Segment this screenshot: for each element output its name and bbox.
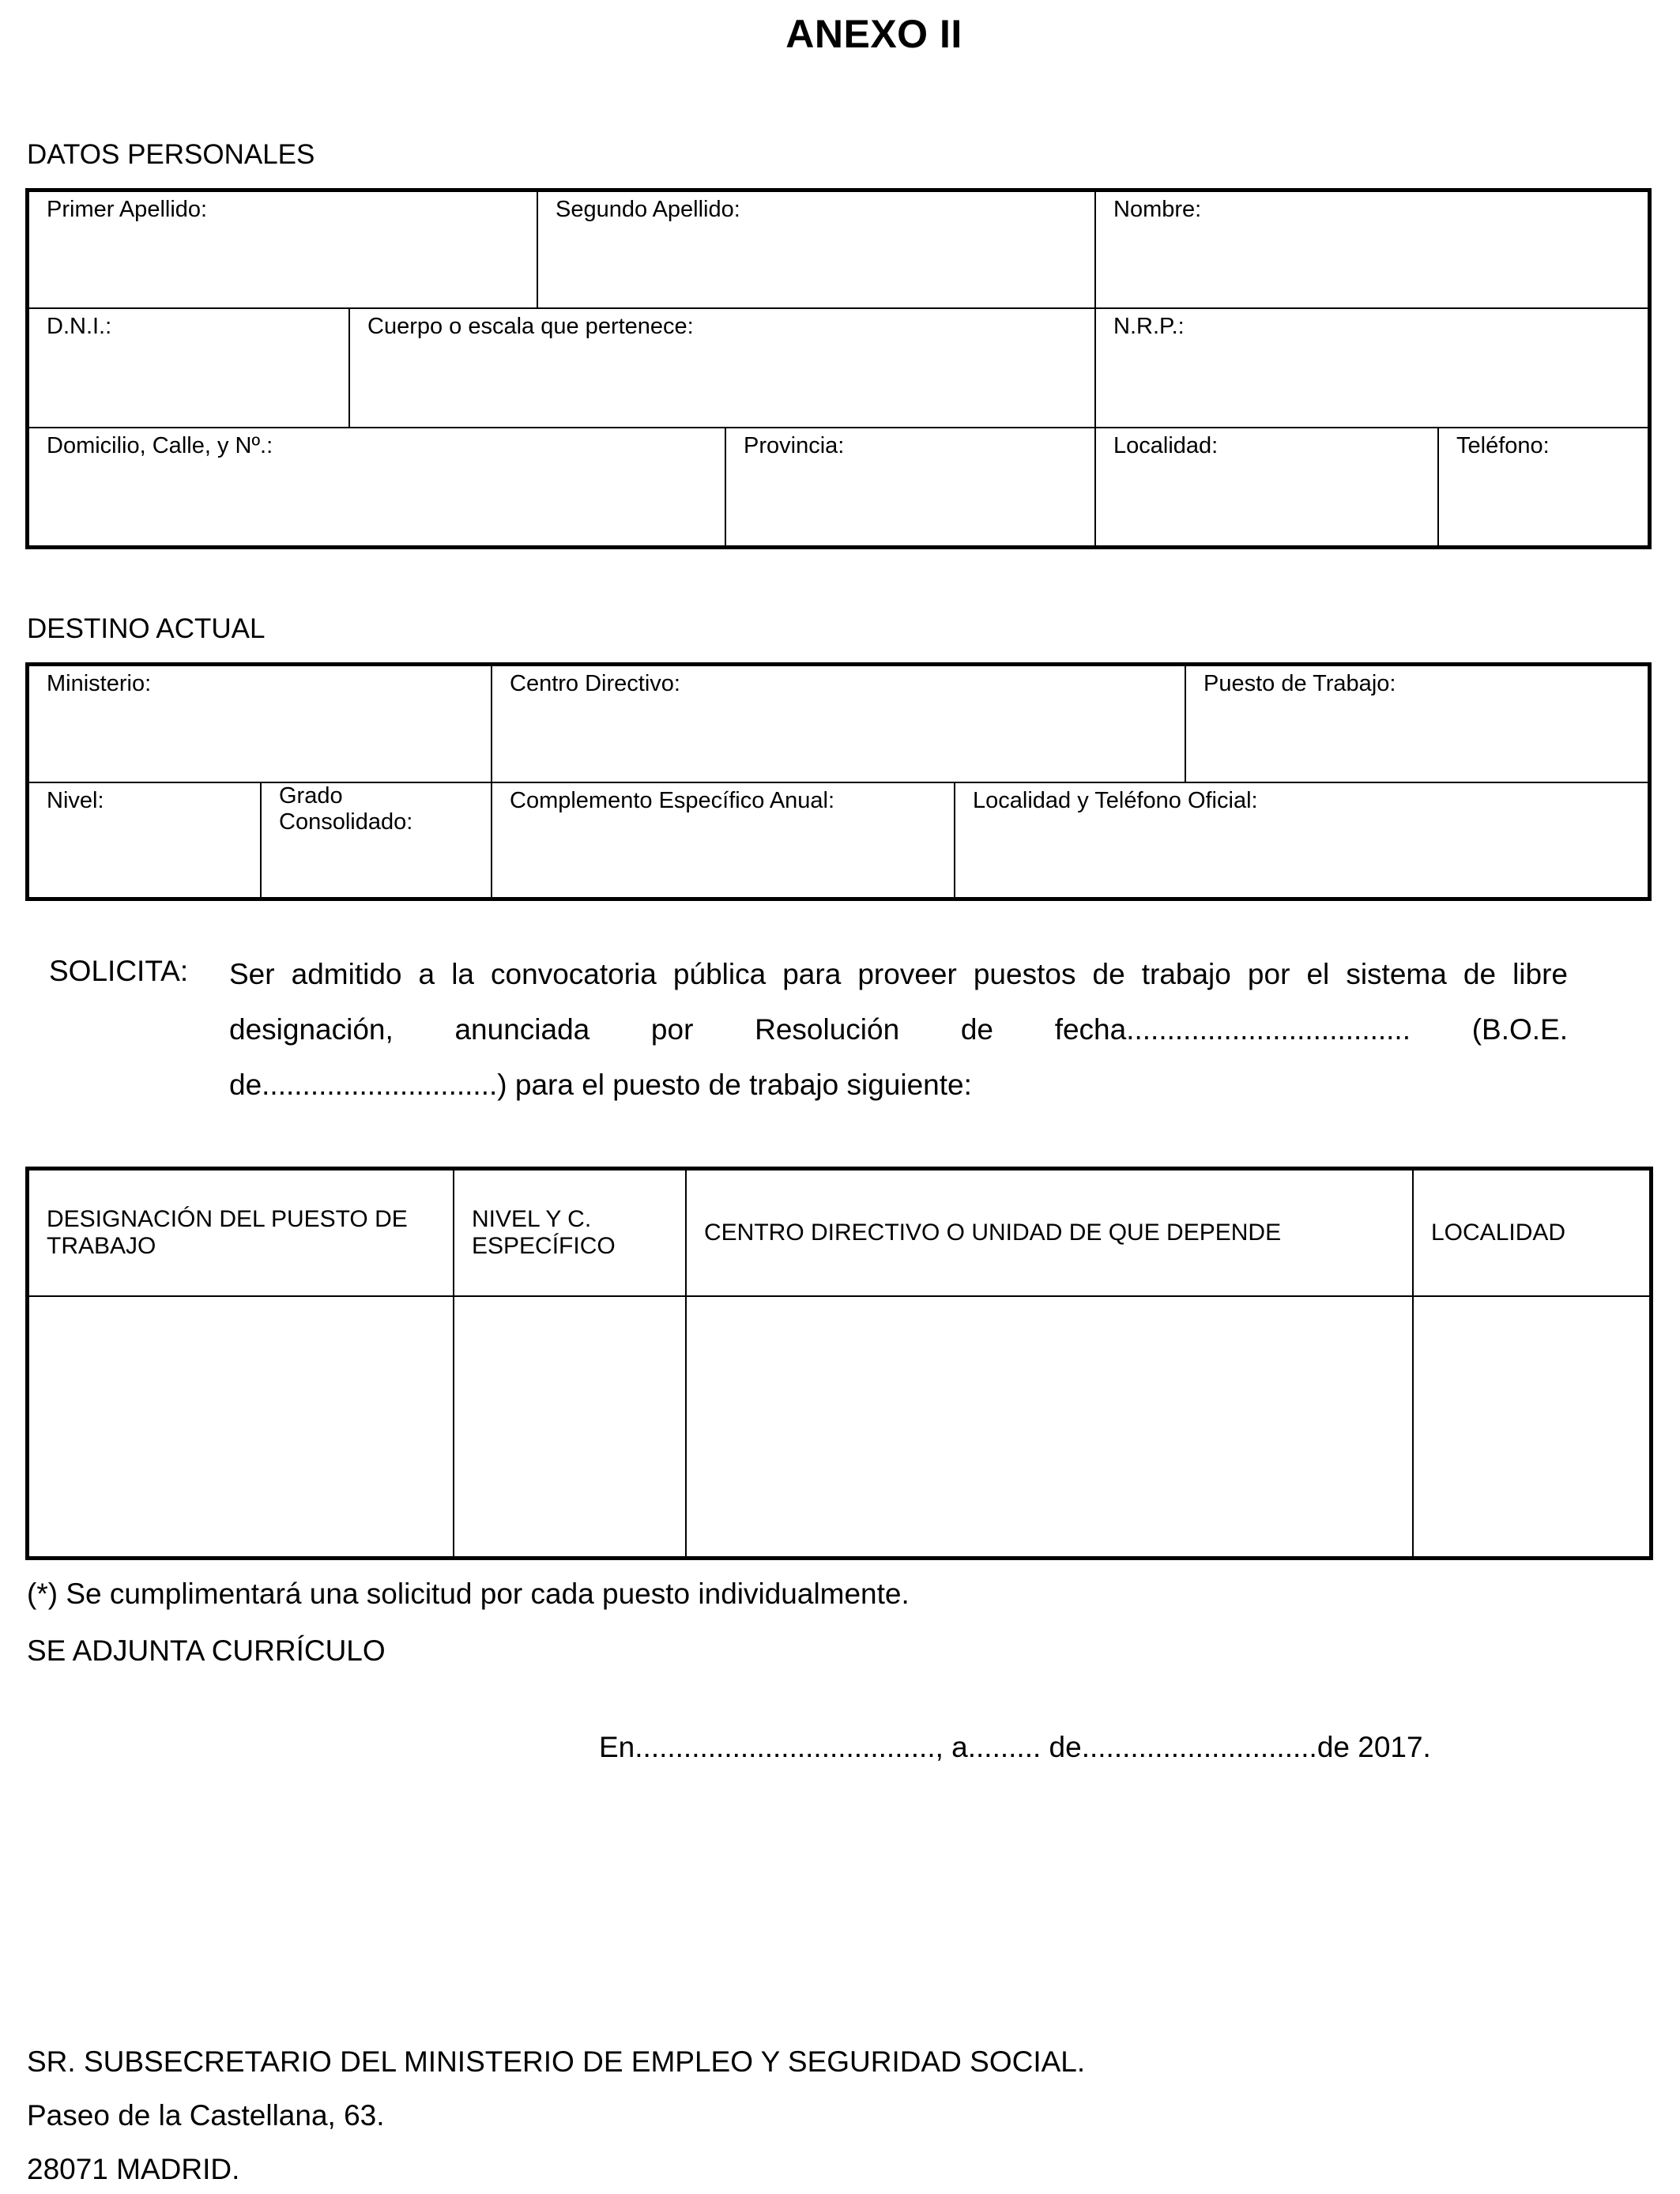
table-cell-designacion[interactable]	[29, 1297, 454, 1556]
dni-field[interactable]	[29, 309, 350, 428]
domicilio-label: Domicilio, Calle, y Nº.:	[47, 433, 273, 458]
ministerio-label: Ministerio:	[47, 671, 152, 696]
domicilio-field[interactable]	[29, 428, 726, 545]
segundo-apellido-field[interactable]	[538, 192, 1096, 309]
destino-actual-label: DESTINO ACTUAL	[27, 613, 266, 644]
solicita-label: SOLICITA:	[49, 955, 189, 987]
solicita-line-2: designación, anunciada por Resolución de fecha................................... (B.O.E.	[229, 1013, 1568, 1046]
telefono-field[interactable]	[1439, 428, 1648, 545]
puesto-trabajo-field[interactable]	[1186, 666, 1648, 783]
localidad-telefono-field[interactable]	[955, 783, 1648, 897]
localidad-telefono-label: Localidad y Teléfono Oficial:	[973, 788, 1258, 813]
addressee-line-2: Paseo de la Castellana, 63.	[27, 2099, 385, 2132]
nivel-label: Nivel:	[47, 788, 104, 813]
dni-label: D.N.I.:	[47, 314, 112, 339]
centro-directivo-field[interactable]	[492, 666, 1186, 783]
table-header-centro: CENTRO DIRECTIVO O UNIDAD DE QUE DEPENDE	[687, 1171, 1414, 1297]
nrp-label: N.R.P.:	[1113, 314, 1185, 339]
solicita-line-3: de.............................) para el puesto de trabajo siguiente:	[229, 1069, 972, 1101]
solicita-line-1: Ser admitido a la convocatoria pública para proveer puestos de trabajo por el sistema de libre	[229, 958, 1568, 990]
destino-actual-form	[25, 662, 1652, 901]
complemento-label: Complemento Específico Anual:	[510, 788, 835, 813]
provincia-label: Provincia:	[744, 433, 845, 458]
addressee-line-3: 28071 MADRID.	[27, 2153, 240, 2185]
puesto-trabajo-label: Puesto de Trabajo:	[1203, 671, 1396, 696]
segundo-apellido-label: Segundo Apellido:	[556, 197, 740, 222]
telefono-label: Teléfono:	[1456, 433, 1550, 458]
primer-apellido-field[interactable]	[29, 192, 538, 309]
solicita-text	[229, 947, 1568, 1113]
table-header-localidad: LOCALIDAD	[1414, 1171, 1649, 1297]
datos-personales-form	[25, 188, 1652, 549]
nombre-label: Nombre:	[1113, 197, 1202, 222]
provincia-field[interactable]	[726, 428, 1096, 545]
nombre-field[interactable]	[1096, 192, 1648, 309]
page-title: ANEXO II	[785, 12, 962, 56]
localidad-field[interactable]	[1096, 428, 1439, 545]
table-cell-centro[interactable]	[687, 1297, 1414, 1556]
cuerpo-label: Cuerpo o escala que pertenece:	[367, 314, 694, 339]
centro-directivo-label: Centro Directivo:	[510, 671, 680, 696]
cuerpo-field[interactable]	[350, 309, 1096, 428]
nrp-field[interactable]	[1096, 309, 1648, 428]
addressee-line-1: SR. SUBSECRETARIO DEL MINISTERIO DE EMPLEO Y SEGURIDAD SOCIAL.	[27, 2045, 1086, 2078]
datos-personales-label: DATOS PERSONALES	[27, 139, 315, 170]
grado-label-line1: Grado	[279, 783, 343, 809]
nivel-field[interactable]	[29, 783, 262, 897]
note-text: (*) Se cumplimentará una solicitud por cada puesto individualmente.	[27, 1578, 910, 1610]
table-cell-nivel[interactable]	[454, 1297, 687, 1556]
table-header-designacion: DESIGNACIÓN DEL PUESTO DE TRABAJO	[29, 1171, 454, 1297]
complemento-field[interactable]	[492, 783, 955, 897]
grado-label-line2: Consolidado:	[279, 809, 413, 835]
ministerio-field[interactable]	[29, 666, 492, 783]
puesto-table	[25, 1167, 1653, 1560]
table-header-nivel: NIVEL Y C. ESPECÍFICO	[454, 1171, 687, 1297]
localidad-label: Localidad:	[1113, 433, 1219, 458]
grado-field[interactable]	[262, 783, 492, 897]
date-line: En....................................., a......... de.............................de 2017.	[599, 1731, 1431, 1763]
table-cell-localidad[interactable]	[1414, 1297, 1649, 1556]
adjunta-curriculo: SE ADJUNTA CURRÍCULO	[27, 1634, 386, 1667]
primer-apellido-label: Primer Apellido:	[47, 197, 208, 222]
